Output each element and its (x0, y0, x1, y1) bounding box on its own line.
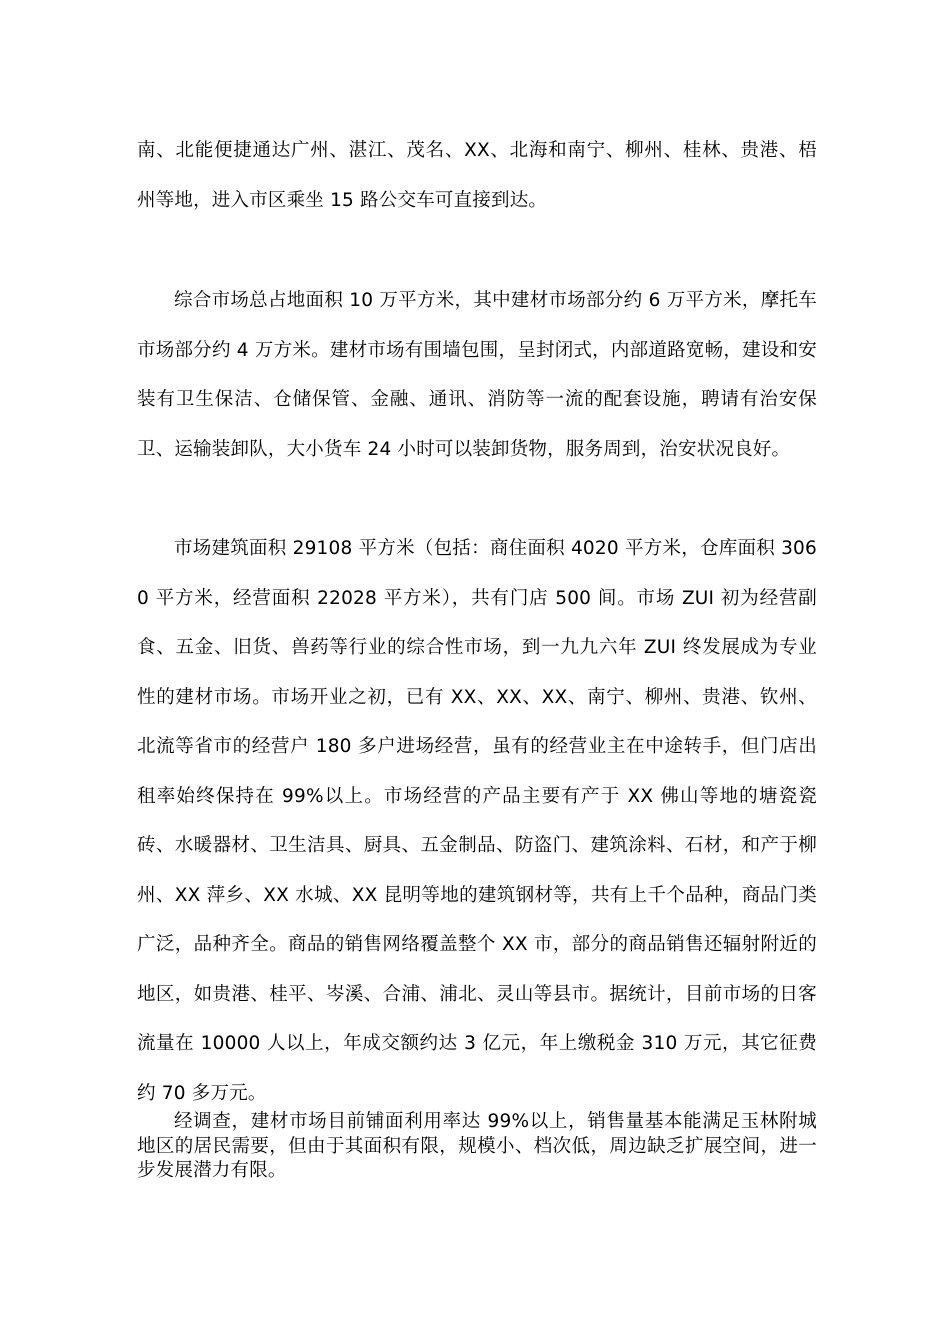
paragraph-market-area: 综合市场总占地面积 10 万平方米，其中建材市场部分约 6 万平方米，摩托车市场部分约 4 万方米。建材市场有围墙包围，呈封闭式，内部道路宽畅，建设和安装有卫生保洁、仓储保管、金融、通讯、消防等一流的配套设施，聘请有治安保卫、运输装卸队，大小货车 24 小时可以装卸货物，服务周到，治安状况良好。 (137, 290, 817, 460)
paragraph-survey-conclusion: 经调查，建材市场目前铺面利用率达 99%以上，销售量基本能满足玉林附城地区的居民需要，但由于其面积有限，规模小、档次低，周边缺乏扩展空间，进一步发展潜力有限。 (137, 1111, 817, 1181)
paragraph-transport: 南、北能便捷通达广州、湛江、茂名、XX、北海和南宁、柳州、桂林、贵港、梧州等地，进入市区乘坐 15 路公交车可直接到达。 (137, 140, 817, 211)
paragraph-market-history: 市场建筑面积 29108 平方米（包括：商住面积 4020 平方米，仓库面积 3060 平方米，经营面积 22028 平方米），共有门店 500 间。市场 ZUI 初为经营副食、五金、旧货、兽药等行业的综合性市场，到一九九六年 ZUI 终发展成为专业性的建材市场。市场开业之初，已有 XX、XX、XX、南宁、柳州、贵港、钦州、北流等省市的经营户 180 多户进场经营，虽有的经营业主在中途转手，但门店出租率始终保持在 99%以上。市场经营的产品主要有产于 XX 佛山等地的塘瓷瓷砖、水暖器材、卫生洁具、厨具、五金制品、防盗门、建筑涂料、石材，和产于柳州、XX 萍乡、XX 水城、XX 昆明等地的建筑钢材等，共有上千个品种，商品门类广泛，品种齐全。商品的销售网络覆盖整个 XX 市，部分的商品销售还辐射附近的地区，如贵港、桂平、岑溪、合浦、浦北、灵山等县市。据统计，目前市场的日客流量在 10000 人以上，年成交额约达 3 亿元，年上缴税金 310 万元，其它征费约 70 多万元。 (137, 538, 817, 1104)
